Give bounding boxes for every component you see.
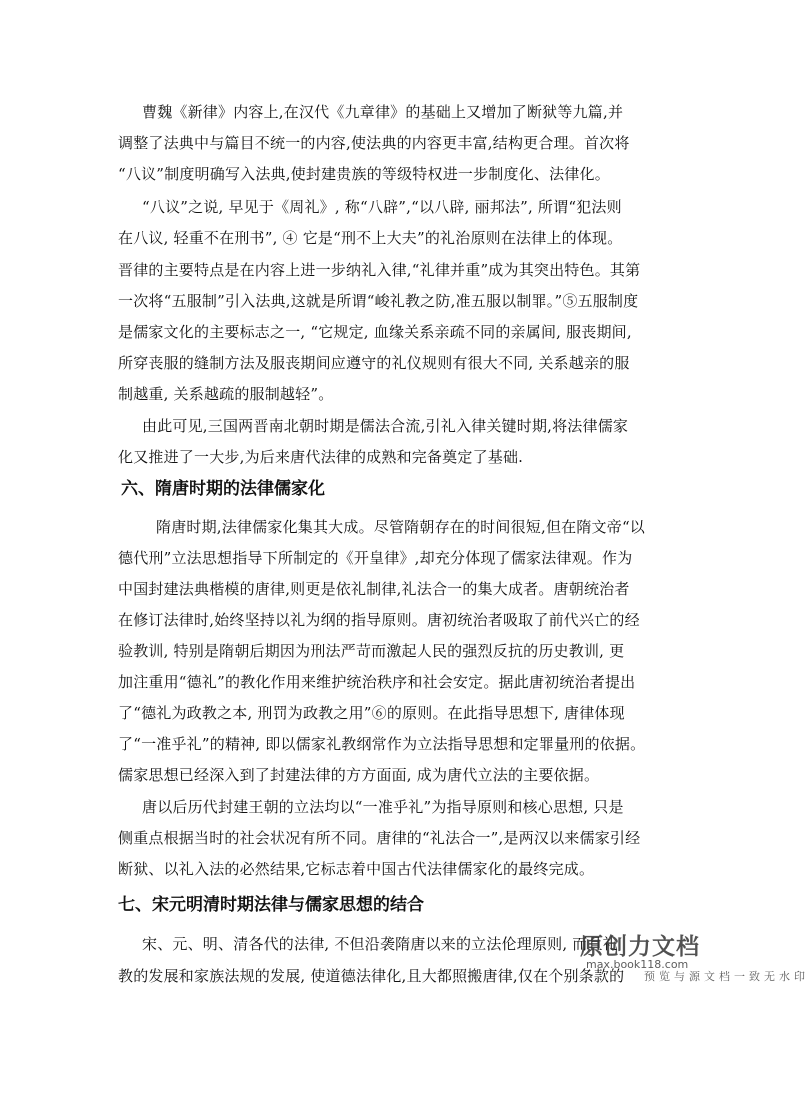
paragraph-2-line-3: 晋律的主要特点是在内容上进一步纳礼入律,“礼律并重”成为其突出特色。其第 — [118, 261, 641, 279]
paragraph-4-line-4: 在修订法律时,始终坚持以礼为纲的指导原则。唐初统治者吸取了前代兴亡的经 — [118, 611, 640, 629]
paragraph-5-line-1: 唐以后历代封建王朝的立法均以“一准乎礼”为指导原则和核心思想, 只是 — [142, 798, 624, 816]
paragraph-5-line-2: 侧重点根据当时的社会状况有所不同。唐律的“礼法合一”,是两汉以来儒家引经 — [118, 829, 641, 847]
section-heading-7: 七、宋元明清时期法律与儒家思想的结合 — [118, 895, 424, 915]
paragraph-2-line-7: 制越重, 关系越疏的服制越轻”。 — [118, 385, 334, 403]
paragraph-6-line-1: 宋、元、明、清各代的法律, 不但沿袭隋唐以来的立法伦理原则, 而且礼 — [142, 935, 618, 953]
watermark-tag: 预览与源文档一致无水印 — [644, 970, 809, 983]
paragraph-4-line-1: 隋唐时期,法律儒家化集其大成。尽管隋朝存在的时间很短,但在隋文帝“以 — [156, 518, 646, 536]
paragraph-6-line-2: 教的发展和家族法规的发展, 使道德法律化,且大都照搬唐律,仅在个别条款的 — [118, 967, 625, 985]
section-heading-6: 六、隋唐时期的法律儒家化 — [121, 479, 325, 499]
paragraph-1-line-2: 调整了法典中与篇目不统一的内容,使法典的内容更丰富,结构更合理。首次将 — [118, 134, 630, 152]
paragraph-1-line-1: 曹魏《新律》内容上,在汉代《九章律》的基础上又增加了断狱等九篇,并 — [142, 103, 624, 121]
paragraph-2-line-5: 是儒家文化的主要标志之一, “它规定, 血缘关系亲疏不同的亲属间, 服丧期间, — [118, 323, 632, 341]
paragraph-4-line-7: 了“德礼为政教之本, 刑罚为政教之用”⑥的原则。在此指导思想下, 唐律体现 — [118, 704, 625, 722]
paragraph-4-line-9: 儒家思想已经深入到了封建法律的方方面面, 成为唐代立法的主要依据。 — [118, 766, 600, 784]
paragraph-3-line-2: 化又推进了一大步,为后来唐代法律的成熟和完备奠定了基础. — [118, 448, 524, 466]
paragraph-4-line-8: 了“一准乎礼”的精神, 即以儒家礼教纲常作为立法指导思想和定罪量刑的依据。 — [118, 735, 646, 753]
watermark — [580, 928, 809, 988]
paragraph-4-line-5: 验教训, 特别是隋朝后期因为刑法严苛而激起人民的强烈反抗的历史教训, 更 — [118, 642, 625, 660]
paragraph-4-line-2: 德代刑”立法思想指导下所制定的《开皇律》,却充分体现了儒家法律观。作为 — [118, 549, 633, 567]
paragraph-2-line-4: 一次将“五服制”引入法典,这就是所谓“峻礼教之防,准五服以制罪。”⑤五服制度 — [118, 292, 639, 310]
paragraph-2-line-6: 所穿丧服的缝制方法及服丧期间应遵守的礼仪规则有很大不同, 关系越亲的服 — [118, 354, 630, 372]
paragraph-2-line-2: 在八议, 轻重不在刑书”, ④ 它是“刑不上大夫”的礼治原则在法律上的体现。 — [118, 229, 623, 247]
watermark-title: 原创力文档 — [580, 934, 700, 960]
paragraph-2-line-1: “八议”之说, 早见于《周礼》, 称“八辟”,“以八辟, 丽邦法”, 所谓“犯法则 — [142, 198, 622, 216]
paragraph-5-line-3: 断狱、以礼入法的必然结果,它标志着中国古代法律儒家化的最终完成。 — [118, 860, 595, 878]
paragraph-4-line-6: 加注重用“德礼”的教化作用来维护统治秩序和社会安定。据此唐初统治者提出 — [118, 673, 636, 691]
watermark-url: max.book118.com — [586, 958, 689, 971]
paragraph-4-line-3: 中国封建法典楷模的唐律,则更是依礼制律,礼法合一的集大成者。唐朝统治者 — [118, 580, 630, 598]
paragraph-3-line-1: 由此可见,三国两晋南北朝时期是儒法合流,引礼入律关键时期,将法律儒家 — [142, 417, 629, 435]
paragraph-1-line-3: “八议”制度明确写入法典,使封建贵族的等级特权进一步制度化、法律化。 — [118, 165, 610, 183]
